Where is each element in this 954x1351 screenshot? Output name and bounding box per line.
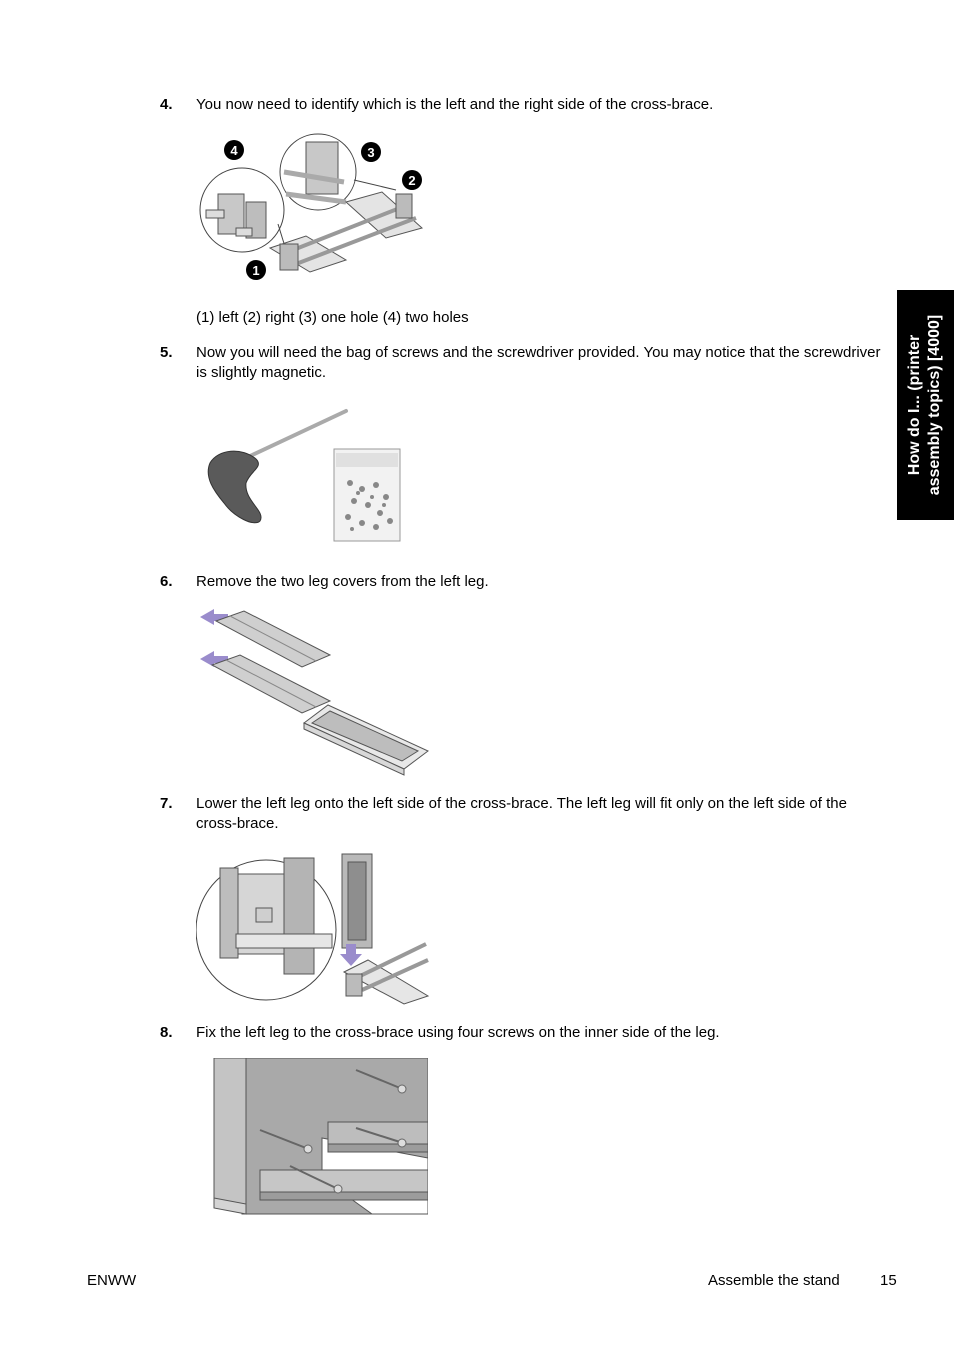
- side-tab: [897, 290, 954, 520]
- step-number: 4.: [160, 96, 173, 113]
- svg-text:2: 2: [408, 173, 416, 188]
- callout-1: [246, 260, 266, 280]
- svg-text:1: 1: [252, 263, 260, 278]
- step-number: 5.: [160, 344, 173, 361]
- figure-caption: (1) left (2) right (3) one hole (4) two holes: [196, 309, 469, 326]
- step-text: Remove the two leg covers from the left leg.: [196, 573, 489, 590]
- step-text: Now you will need the bag of screws and the screwdriver provided. You may notice that the screwdriver is slightly magnetic.: [196, 344, 881, 381]
- callout-2: [402, 170, 422, 190]
- page-number: 15: [880, 1272, 897, 1289]
- step-text: You now need to identify which is the left and the right side of the cross-brace.: [196, 96, 714, 113]
- screwdriver-icon: [208, 411, 346, 523]
- screwdriver-and-screws-figure: [200, 405, 410, 545]
- footer-section: Assemble the stand: [708, 1272, 840, 1289]
- footer-left: ENWW: [87, 1272, 137, 1289]
- screw-bag-icon: [334, 449, 400, 541]
- leg-covers-figure: [196, 605, 430, 777]
- side-tab-line1: How do I... (printer: [906, 334, 923, 476]
- step-text: Fix the left leg to the cross-brace using four screws on the inner side of the leg.: [196, 1024, 720, 1041]
- step-number: 7.: [160, 795, 173, 812]
- lower-left-leg-figure: [196, 848, 430, 1006]
- svg-text:4: 4: [230, 143, 238, 158]
- step-number: 8.: [160, 1024, 173, 1041]
- callout-3: [361, 142, 381, 162]
- cross-brace-figure: [196, 132, 432, 288]
- side-tab-line2: assembly topics) [4000]: [926, 314, 943, 496]
- fix-leg-screws-figure: [212, 1058, 428, 1216]
- svg-text:3: 3: [367, 145, 375, 160]
- step-number: 6.: [160, 573, 173, 590]
- callout-4: [224, 140, 244, 160]
- step-text: Lower the left leg onto the left side of the cross-brace. The left leg will fit only on the left side of the cross-brace.: [196, 795, 847, 832]
